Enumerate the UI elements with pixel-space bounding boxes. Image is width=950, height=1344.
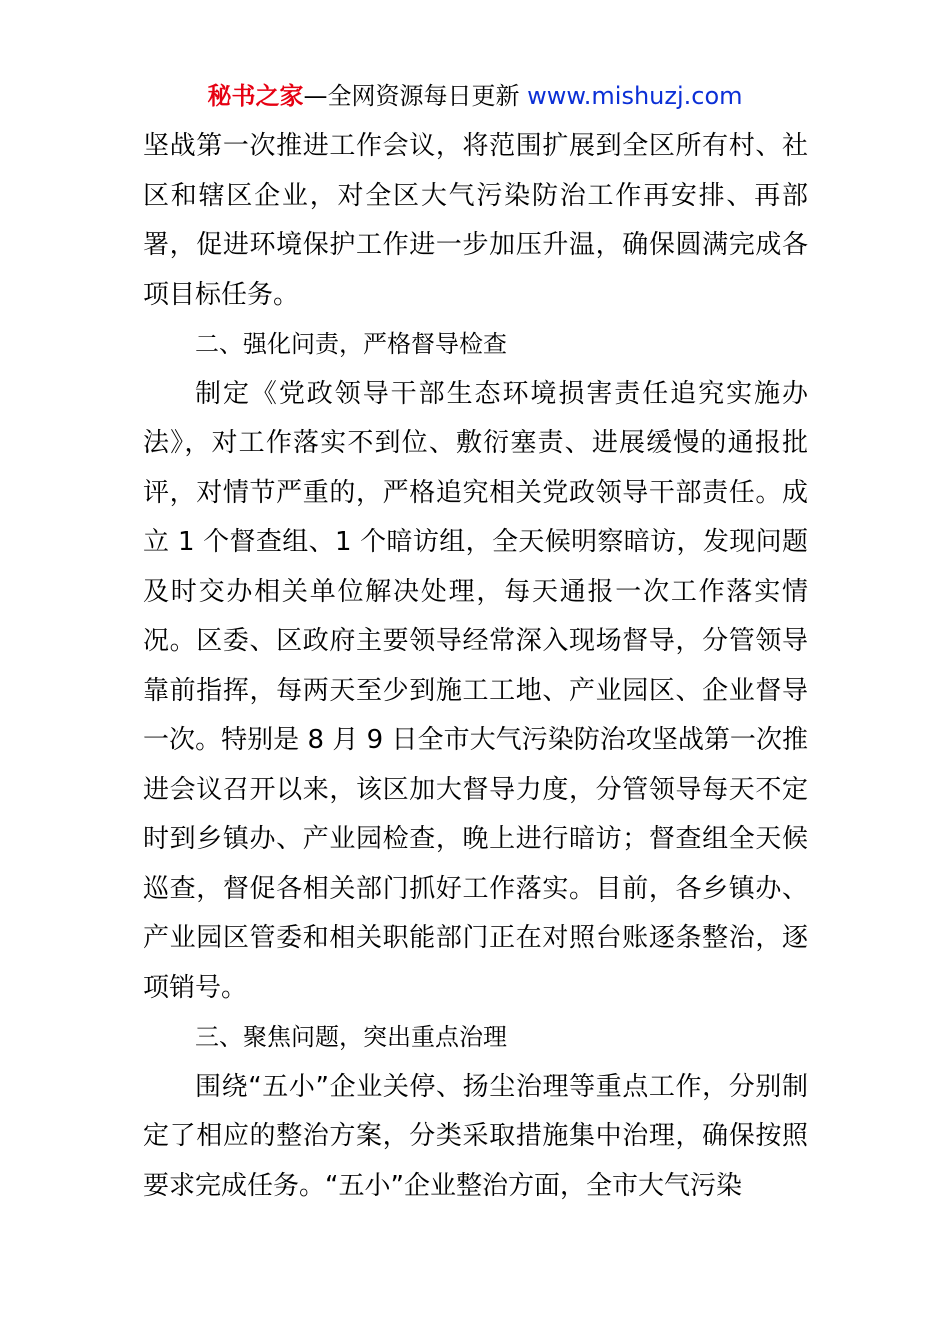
brand-name: 秘书之家 xyxy=(207,82,304,110)
section-heading-3: 三、聚焦问题，突出重点治理 xyxy=(195,1023,507,1051)
header-tagline: —全网资源每日更新 xyxy=(303,82,520,110)
paragraph-continued: 坚战第一次推进工作会议，将范围扩展到全区所有村、社区和辖区企业，对全区大气污染防治工作再安排、再部署，促进环境保护工作进一步加压升温，确保圆满完成各项目标任务。 xyxy=(143,131,808,310)
document-body xyxy=(143,122,808,1211)
site-url-link[interactable]: www.mishuzj.com xyxy=(527,82,743,110)
site-header xyxy=(0,80,950,112)
section-heading-2: 二、强化问责，严格督导检查 xyxy=(195,330,507,358)
paragraph-section-2: 制定《党政领导干部生态环境损害责任追究实施办法》，对工作落实不到位、敷衍塞责、进展缓慢的通报批评，对情节严重的，严格追究相关党政领导干部责任。成立 1 个督查组、1 个暗访组，全天候明察暗访，发现问题及时交办相关单位解决处理，每天通报一次工作落实情况。区委、区政府主要领导经常深入现场督导，分管领导靠前指挥，每两天至少到施工工地、产业园区、企业督导一次。特别是 8 月 9 日全市大气污染防治攻坚战第一次推进会议召开以来，该区加大督导力度，分管领导每天不定时到乡镇办、产业园检查，晚上进行暗访；督查组全天候巡查，督促各相关部门抓好工作落实。目前，各乡镇办、产业园区管委和相关职能部门正在对照台账逐条整治，逐项销号。 xyxy=(143,378,808,1003)
paragraph-section-3: 围绕“五小”企业关停、扬尘治理等重点工作，分别制定了相应的整治方案，分类采取措施集中治理，确保按照要求完成任务。“五小”企业整治方面，全市大气污染 xyxy=(143,1071,808,1201)
